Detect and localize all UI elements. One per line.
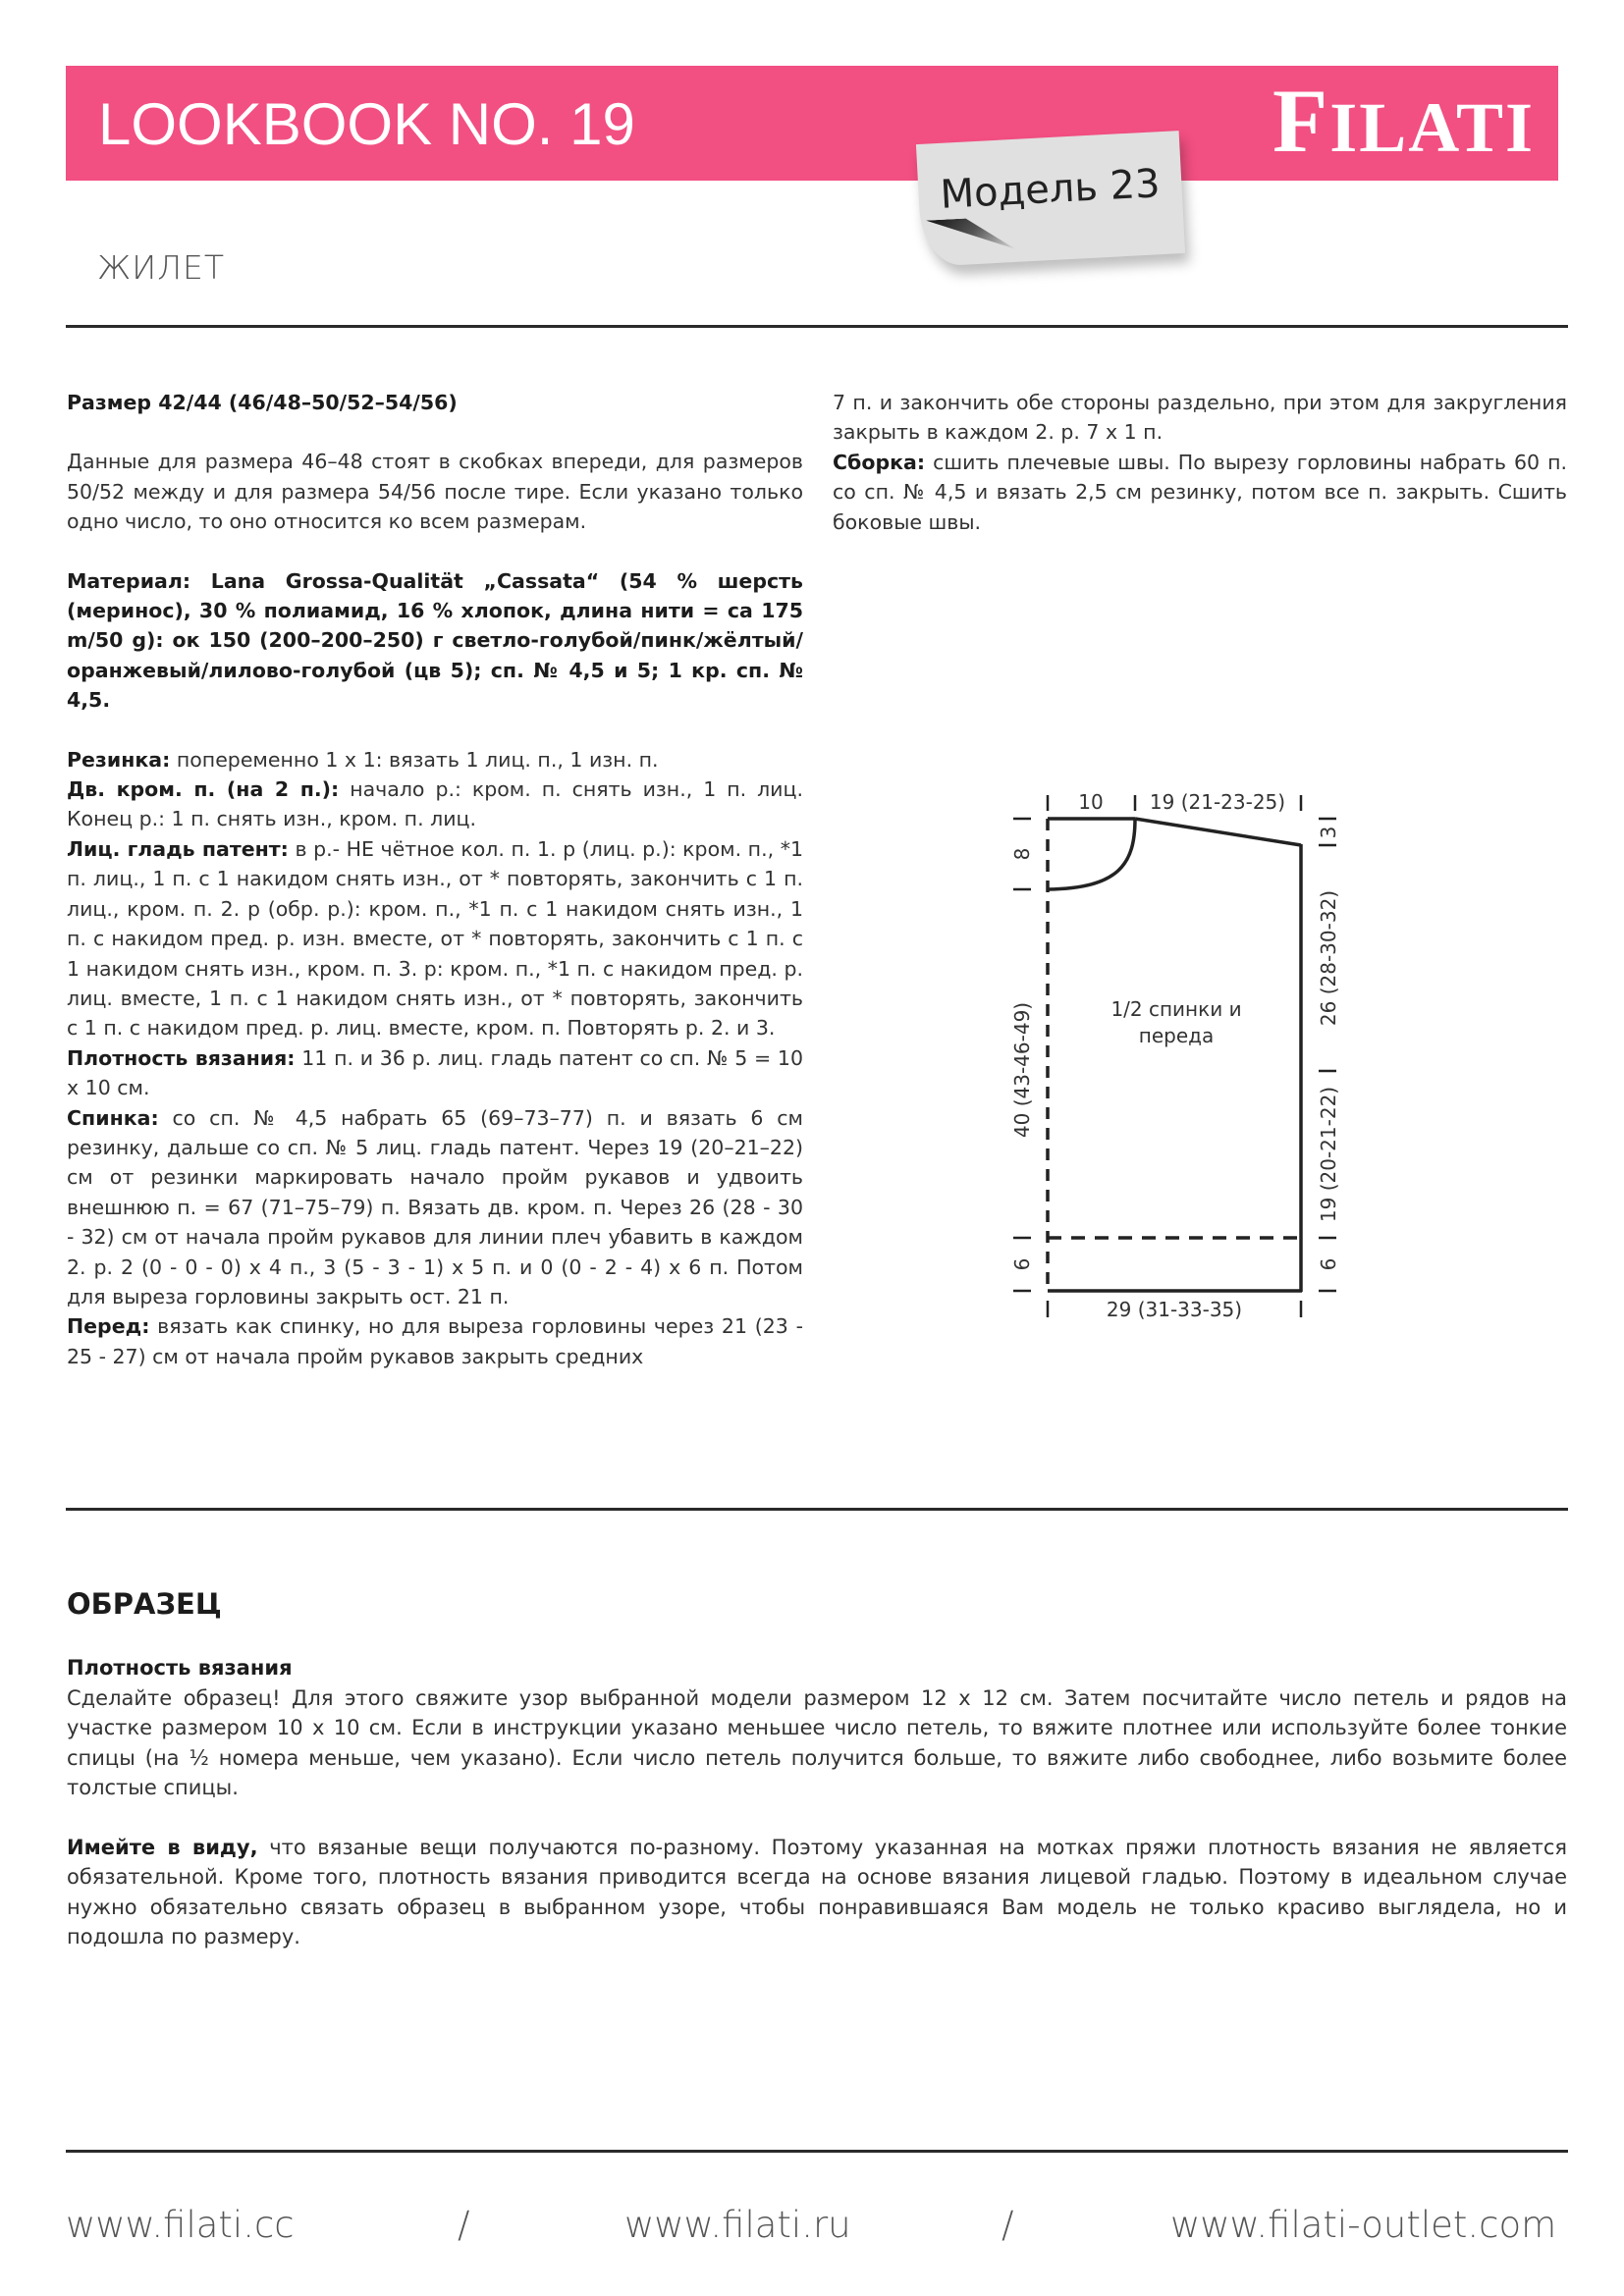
dim-left-total: 40 (43-46-49): [1010, 1001, 1034, 1139]
dim-right-rib: 6: [1317, 1257, 1340, 1271]
size-note: Данные для размера 46–48 стоят в скобках впереди, для размеров 50/52 между и для размера 54/56 после тире. Если указано только одно число, то оно относится ко всем размерам.: [67, 450, 803, 534]
page-curl-icon: [926, 216, 1016, 254]
model-label: Модель 23: [939, 161, 1162, 218]
section-assembly: Сборка: сшить плечевые швы. По вырезу горловины набрать 60 п. со сп. № 4,5 и вязать 2,5 см резинку, потом все п. закрыть. Сшить боковые швы.: [833, 450, 1567, 534]
dim-right-body: 19 (20-21-22): [1317, 1086, 1340, 1223]
sample-heading: ОБРАЗЕЦ: [67, 1587, 222, 1621]
divider-middle: [66, 1508, 1568, 1511]
dim-left-rib: 6: [1010, 1257, 1034, 1271]
material: Материал: Lana Grossa-Qualität „Cassata“ (54 % шерсть (меринос), 30 % полиамид, 16 % хлопок, длина нити = ca 175 m/50 g): ок 150 (200–200–250) г светло-голубой/пинк/жёлтый/оранжевый/лилово-голубой (цв 5); сп. № 4,5 и 5; 1 кр. сп. № 4,5.: [67, 568, 803, 713]
front-continuation: 7 п. и закончить обе стороны раздельно, при этом для закругления закрыть в каждом 2. р. 7 х 1 п.: [833, 391, 1567, 445]
diagram-label-line2: переда: [1138, 1024, 1215, 1047]
note-paragraph: Имейте в виду, что вязаные вещи получаются по-разному. Поэтому указанная на мотках пряжи плотность вязания не является обязательной. Кроме того, плотность вязания приводится всегда на основе вязания лицевой гладью. Поэтому в идеальном случае нужно обязательно связать образец в выбранном узоре, чтобы понравившаяся Вам модель не только красиво выглядела, но и подошла по размеру.: [67, 1835, 1567, 1949]
size-heading: Размер 42/44 (46/48–50/52–54/56): [67, 391, 458, 414]
section-edge: Дв. кром. п. (на 2 п.): начало р.: кром. п. снять изн., 1 п. лиц. Конец р.: 1 п. снять изн., кром. п. лиц.: [67, 777, 803, 831]
sample-section: [67, 1653, 1567, 1952]
gauge-paragraph: Сделайте образец! Для этого свяжите узор выбранной модели размером 12 х 12 см. Затем посчитайте число петель и рядов на участке размером 10 х 10 см. Если в инструкции указано меньшее число петель, то вяжите плотнее или используйте более тонкие спицы (на ½ номера меньше, чем указано). Если число петель получится больше, то вяжите либо свободнее, либо возьмите более толстые спицы.: [67, 1685, 1567, 1799]
section-pattern: Лиц. гладь патент: в р.- НЕ чётное кол. п. 1. р (лиц. р.): кром. п., *1 п. лиц., 1 п. с 1 накидом снять изн., от * повторять, закончить с 1 п. лиц., кром. п. 2. р (обр. р.): кром. п., *1 п. с 1 накидом снять изн., 1 п. с накидом пред. р. изн. вместе, от * повторять, закончить с 1 п. с 1 накидом снять изн., кром. п. 3. р: кром. п., *1 п. с накидом пред. р. лиц. вместе, 1 п. с 1 накидом снять изн., от * повторять, закончить с 1 п. с накидом пред. р. лиц. вместе, кром. п. Повторять р. 2. и 3.: [67, 836, 803, 1041]
section-back: Спинка: со сп. № 4,5 набрать 65 (69–73–77) п. и вязать 6 см резинку, дальше со сп. № 5 лиц. гладь патент. Через 19 (20–21–22) см от резинки маркировать начало пройм рукавов и удвоить внешнюю п. = 67 (71–75–79) п. Вязать дв. кром. п. Через 26 (28 - 30 - 32) см от начала пройм рукавов для линии плеч убавить в каждом 2. р. 2 (0 - 0 - 0) х 4 п., 3 (5 - 3 - 1) х 5 п. и 0 (0 - 2 - 4) х 6 п. Потом для выреза горловины закрыть ост. 21 п.: [67, 1105, 803, 1308]
footer-link-filati-ru[interactable]: www.filati.ru: [624, 2204, 851, 2246]
lookbook-title: LOOKBOOK NO. 19: [98, 91, 635, 157]
footer-separator: /: [1001, 2204, 1014, 2246]
footer-link-filati-outlet[interactable]: www.filati-outlet.com: [1170, 2204, 1557, 2246]
dim-bottom: 29 (31-33-35): [1106, 1298, 1243, 1321]
dim-top-right: 19 (21-23-25): [1149, 790, 1286, 814]
dim-left-neck: 8: [1010, 847, 1034, 861]
schematic-diagram: [1001, 785, 1375, 1335]
dim-right-armhole: 26 (28-30-32): [1317, 889, 1340, 1027]
diagram-label-line1: 1/2 спинки и: [1110, 997, 1242, 1021]
instructions-left: [67, 388, 803, 1371]
section-gauge: Плотность вязания: 11 п. и 36 р. лиц. гладь патент со сп. № 5 = 10 х 10 см.: [67, 1045, 803, 1100]
footer-separator: /: [458, 2204, 470, 2246]
gauge-subheading: Плотность вязания: [67, 1656, 293, 1680]
filati-logo: FILATI: [1272, 71, 1535, 171]
section-front: Перед: вязать как спинку, но для выреза горловины через 21 (23 - 25 - 27) см от начала пройм рукавов закрыть средних: [67, 1314, 803, 1368]
dim-top-left: 10: [1078, 790, 1104, 814]
divider-bottom: [66, 2150, 1568, 2153]
header-band: [66, 66, 1558, 181]
instructions-right: [833, 388, 1567, 537]
model-sticker: [916, 131, 1185, 267]
section-rib: Резинка: попеременно 1 х 1: вязать 1 лиц. п., 1 изн. п.: [67, 747, 659, 772]
garment-title: ЖИЛЕТ: [97, 248, 226, 287]
dim-right-shoulder: 3: [1317, 826, 1340, 839]
divider-top: [66, 325, 1568, 328]
footer-link-filati-cc[interactable]: www.filati.cc: [66, 2204, 295, 2246]
